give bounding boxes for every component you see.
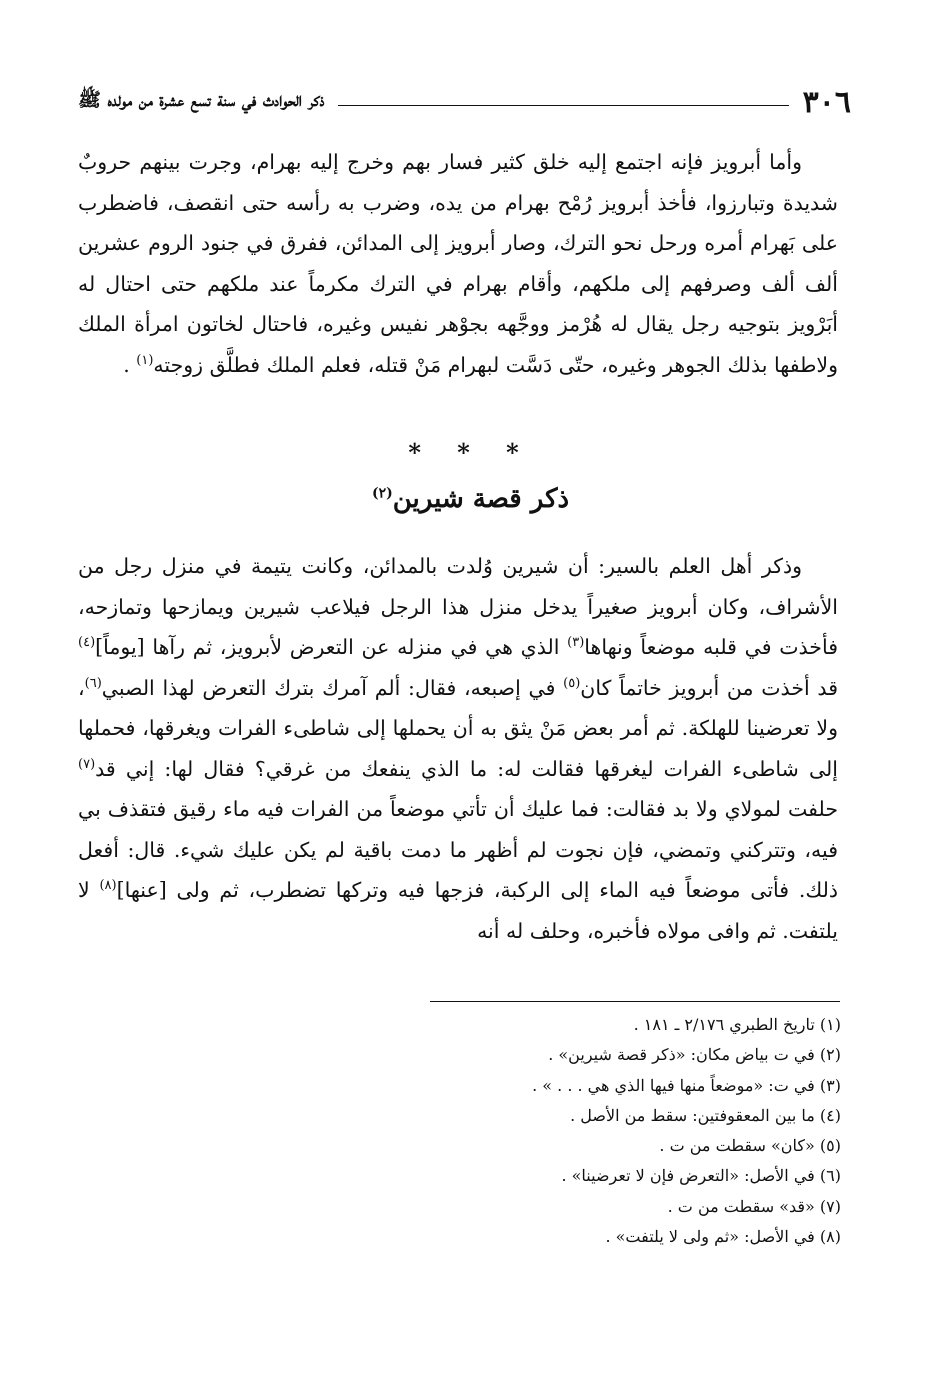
footnote-ref[interactable]: (٢) [371, 485, 393, 502]
section-heading [0, 484, 941, 514]
footnote-ref[interactable]: (٣) [567, 635, 585, 651]
paragraph-2 [78, 546, 838, 951]
text-run: حلفت لمولاي ولا بد فقالت: فما عليك أن تأتي موضعاً من الفرات فيه ماء رقيق فتقذف بي فيه، وتتركني وتمضي، فإن نجوت لم أظهر ما دمت باقية لم يكن عليك شيء. قال: أفعل ذلك. فأتى موضعاً فيه الماء إلى الركبة، فزجها فيه وتركها تضطرب، ثم ولى [عنها] [78, 797, 838, 902]
footnote-7: (٧) «قد» سقطت من ت . [667, 1196, 841, 1216]
running-title: ذكر الحوادث في سنة تسع عشرة من مولده ﷺ [78, 89, 325, 111]
footnote-ref[interactable]: (١) [136, 352, 154, 368]
footnote-5: (٥) «كان» سقطت من ت . [659, 1136, 841, 1156]
text-run: في إصبعه، فقال: ألم آمرك بترك التعرض لهذا الصبي [101, 675, 564, 700]
paragraph-2-text [78, 546, 838, 951]
text-run: وأما أبرويز فإنه اجتمع إليه خلق كثير فسار بهم وخرج إليه بهرام، وجرت بينهم حروبٌ شديدة وتبارزوا، فأخذ أبرويز رُمْح بهرام من يده، وضرب به رأسه حتى انقصف، فاضطرب على بَهرام أمره ورحل نحو الترك، وصار أبرويز إلى المدائن، ففرق في جنود الروم عشرين ألف ألف وصرفهم إلى ملكهم، وأقام بهرام في الترك مكرماً عند ملكهم حتى احتال له أبَرْويز بتوجيه رجل يقال له هُرْمز ووجَّهه بجوْهر نفيس وغيره، فاحتال لخاتون امرأة الملك ولاطفها بذلك الجوهر وغيره، حتّى دَسَّت لبهرام مَنْ قتله، فعلم الملك فطلَّق زوجته [78, 150, 838, 377]
footnote-ref[interactable]: (٥) [563, 675, 581, 691]
footnote-ref[interactable]: (٧) [78, 756, 96, 772]
section-separator: * * * [408, 438, 533, 467]
footnote-1: (١) تاريخ الطبري ٢/١٧٦ ـ ١٨١ . [633, 1015, 841, 1034]
text-run: الذي هي في منزله عن التعرض لأبرويز، ثم رآها [يوماً] [95, 635, 568, 659]
footnotes [141, 1010, 841, 1252]
header-rule [338, 105, 788, 106]
footnote-ref[interactable]: (٦) [84, 675, 102, 691]
page-header [78, 82, 851, 122]
paragraph-1 [78, 142, 838, 385]
footnote-4: (٤) ما بين المعقوفتين: سقط من الأصل . [570, 1105, 841, 1125]
page-number: ٣٠٦ [802, 84, 851, 120]
footnote-rule [430, 1001, 840, 1002]
text-run: لا يلتفت. ثم وافى مولاه فأخبره، وحلف له أنه [78, 878, 838, 943]
footnote-2: (٢) في ت بياض مكان: «ذكر قصة شيرين» . [548, 1045, 841, 1065]
footnote-3: (٣) في ت: «موضعاً منها فيها الذي هي . . . » . [532, 1075, 841, 1095]
footnote-6: (٦) في الأصل: «التعرض فإن لا تعرضينا» . [561, 1166, 841, 1186]
footnote-ref[interactable]: (٤) [78, 635, 96, 651]
paragraph-1-text [78, 142, 838, 385]
section-title: ذكر قصة شيرين [392, 484, 570, 514]
text-run: . [123, 352, 137, 377]
footnote-ref[interactable]: (٨) [99, 878, 117, 894]
text-run: ، ولا تعرضينا للهلكة. ثم أمر بعض مَنْ يثق به أن يحملها إلى شاطىء الفرات ويغرقها، فحملها إلى شاطىء الفرات ليغرقها فقالت له: ما الذي ينفعك من غرقي؟ فقال لها: إني قد [78, 675, 838, 781]
text-run: قد أخذت من أبرويز خاتماً كان [580, 675, 838, 700]
footnote-8: (٨) في الأصل: «ثم ولى لا يلتفت» . [605, 1227, 841, 1247]
text-run: وذكر أهل العلم بالسير: أن شيرين وُلدت بالمدائن، وكانت يتيمة في منزل رجل من الأشراف، وكان أبرويز صغيراً يدخل منزل هذا الرجل فيلاعب شيرين ويمازحها وتمازحه، فأخذت في قلبه موضعاً ونهاها [78, 554, 838, 659]
